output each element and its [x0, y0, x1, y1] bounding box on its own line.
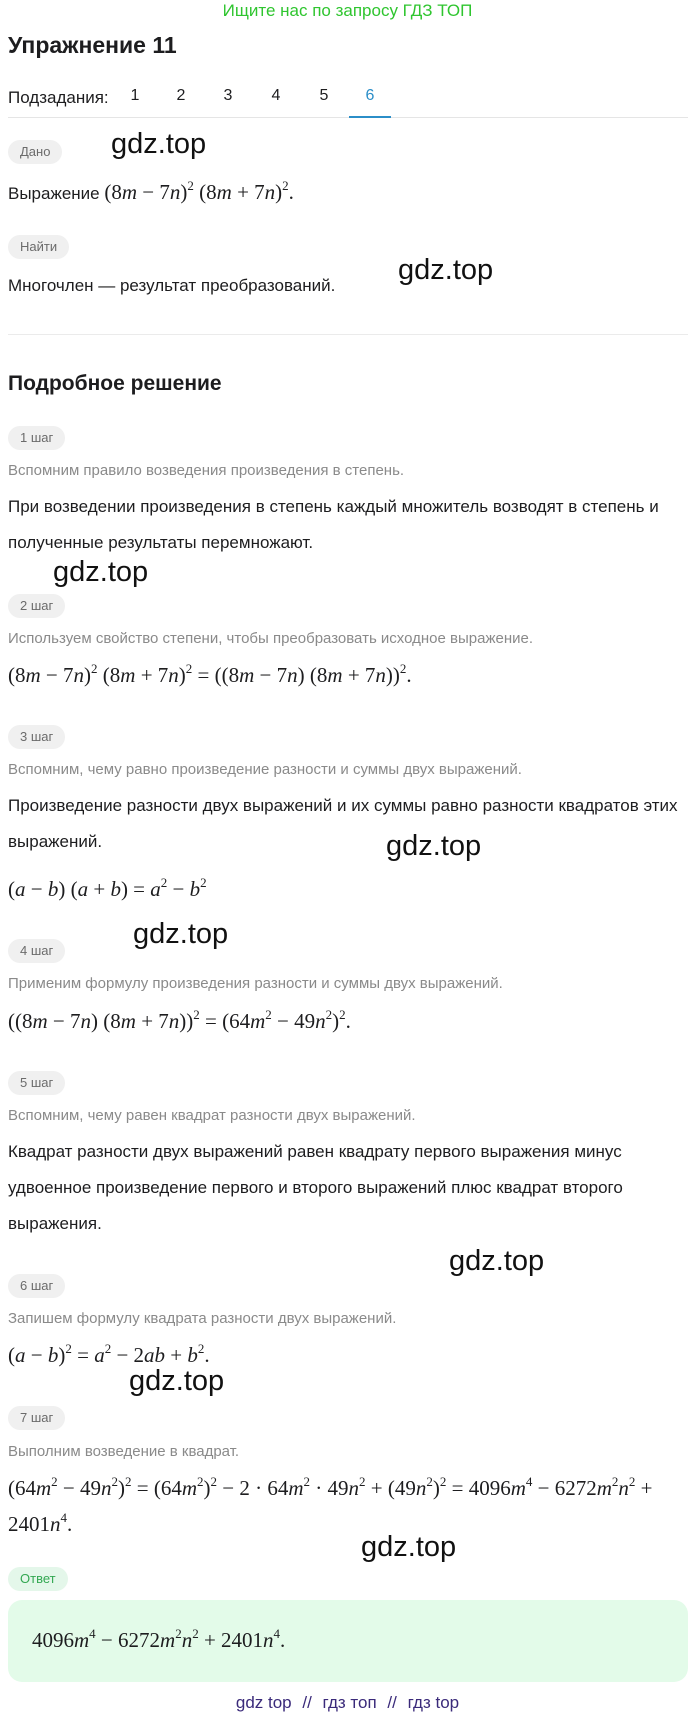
- step-2-hint: Используем свойство степени, чтобы преобразовать исходное выражение.: [8, 630, 534, 647]
- step-4-hint: Применим формулу произведения разности и суммы двух выражений.: [8, 975, 503, 992]
- given-badge: Дано: [8, 140, 62, 164]
- subtask-tab-4[interactable]: 4: [271, 87, 281, 104]
- step-1-hint: Вспомним правило возведения произведения в степень.: [8, 462, 405, 479]
- subtask-tab-2[interactable]: 2: [176, 87, 186, 104]
- divider: [8, 334, 688, 335]
- watermark: gdz.top: [386, 830, 482, 862]
- step-6-hint: Запишем формулу квадрата разности двух выражений.: [8, 1310, 397, 1327]
- step-3-text: Произведение разности двух выражений и их суммы равно разности квадратов этих выражений.: [8, 796, 678, 851]
- answer-formula: $4096m^4 - 6272m^2n^2 + 2401n^4$.: [32, 1626, 286, 1652]
- given-text: [8, 174, 688, 212]
- subtask-tab-6[interactable]: 6: [349, 84, 391, 118]
- step-5-badge: 5 шаг: [8, 1071, 65, 1095]
- step-3-formula: (a − b) $(a + b) = a^2 - b^2$: [8, 875, 207, 901]
- step-3-badge: 3 шаг: [8, 725, 65, 749]
- watermark: gdz.top: [398, 254, 494, 286]
- watermark: gdz.top: [129, 1365, 225, 1397]
- watermark: gdz.top: [53, 556, 149, 588]
- footer-link-3[interactable]: гдз top: [407, 1693, 460, 1712]
- subtask-tab-5[interactable]: 5: [319, 87, 329, 104]
- watermark: gdz.top: [111, 128, 207, 160]
- given-label: Выражение: [8, 184, 100, 203]
- footer-separator: //: [387, 1693, 397, 1712]
- search-banner: Ищите нас по запросу ГДЗ ТОП: [222, 1, 473, 20]
- step-5-text: Квадрат разности двух выражений равен квадрату первого выражения минус удвоенное произведение первого и второго выражений плюс квадрат второго выражения.: [8, 1142, 623, 1233]
- subtasks-label: Подзадания:: [8, 88, 109, 107]
- watermark: gdz.top: [449, 1245, 545, 1277]
- solution-title: Подробное решение: [8, 372, 222, 395]
- step-5-hint: Вспомним, чему равен квадрат разности двух выражений.: [8, 1107, 416, 1124]
- answer-badge: Ответ: [8, 1567, 68, 1591]
- step-6-formula: $(a - b)^2 = a^2 - 2ab + b^2$.: [8, 1341, 210, 1367]
- page-title: Упражнение 11: [8, 32, 177, 58]
- watermark: gdz.top: [361, 1531, 457, 1563]
- step-7-formula: $(64m^2 - 49n^2)^2 = (64m^2)^2 - 2 \cdot 64m^2 \cdot 49n^2 + (49n^2)^2 = 4096m^4 - 6272m^2n^2 + 2401n^4$.: [8, 1474, 653, 1536]
- step-7-badge: 7 шаг: [8, 1406, 65, 1430]
- step-6-badge: 6 шаг: [8, 1274, 65, 1298]
- footer-separator: //: [302, 1693, 312, 1712]
- answer-box: [8, 1600, 688, 1682]
- subtask-tab-1[interactable]: 1: [130, 87, 140, 104]
- step-2-badge: 2 шаг: [8, 594, 65, 618]
- subtasks-nav: [8, 78, 688, 118]
- step-4-formula: ((8m − 7n) $(8m + 7n))^2 = (64m^2 - 49n^2)^2$.: [8, 1007, 351, 1033]
- step-1-badge: 1 шаг: [8, 426, 65, 450]
- footer-link-1[interactable]: gdz top: [235, 1693, 292, 1712]
- footer-links: [0, 1693, 695, 1713]
- step-3-hint: Вспомним, чему равно произведение разности и суммы двух выражений.: [8, 761, 522, 778]
- step-4-badge: 4 шаг: [8, 939, 65, 963]
- step-1-text: При возведении произведения в степень каждый множитель возводят в степень и полученные результаты перемножают.: [8, 497, 659, 552]
- find-badge: Найти: [8, 235, 69, 259]
- step-2-formula: $(8m - 7n)^2$ $(8m + 7n)^2 = ((8m - 7n) (8m + 7n))^2$.: [8, 661, 412, 687]
- step-7-hint: Выполним возведение в квадрат.: [8, 1443, 240, 1460]
- footer-link-2[interactable]: гдз топ: [322, 1693, 377, 1712]
- find-text: Многочлен — результат преобразований.: [8, 276, 336, 295]
- watermark: gdz.top: [133, 918, 229, 950]
- subtask-tab-3[interactable]: 3: [223, 87, 233, 104]
- given-expression: $(8m - 7n)^2$ $(8m + 7n)^2$.: [104, 178, 294, 204]
